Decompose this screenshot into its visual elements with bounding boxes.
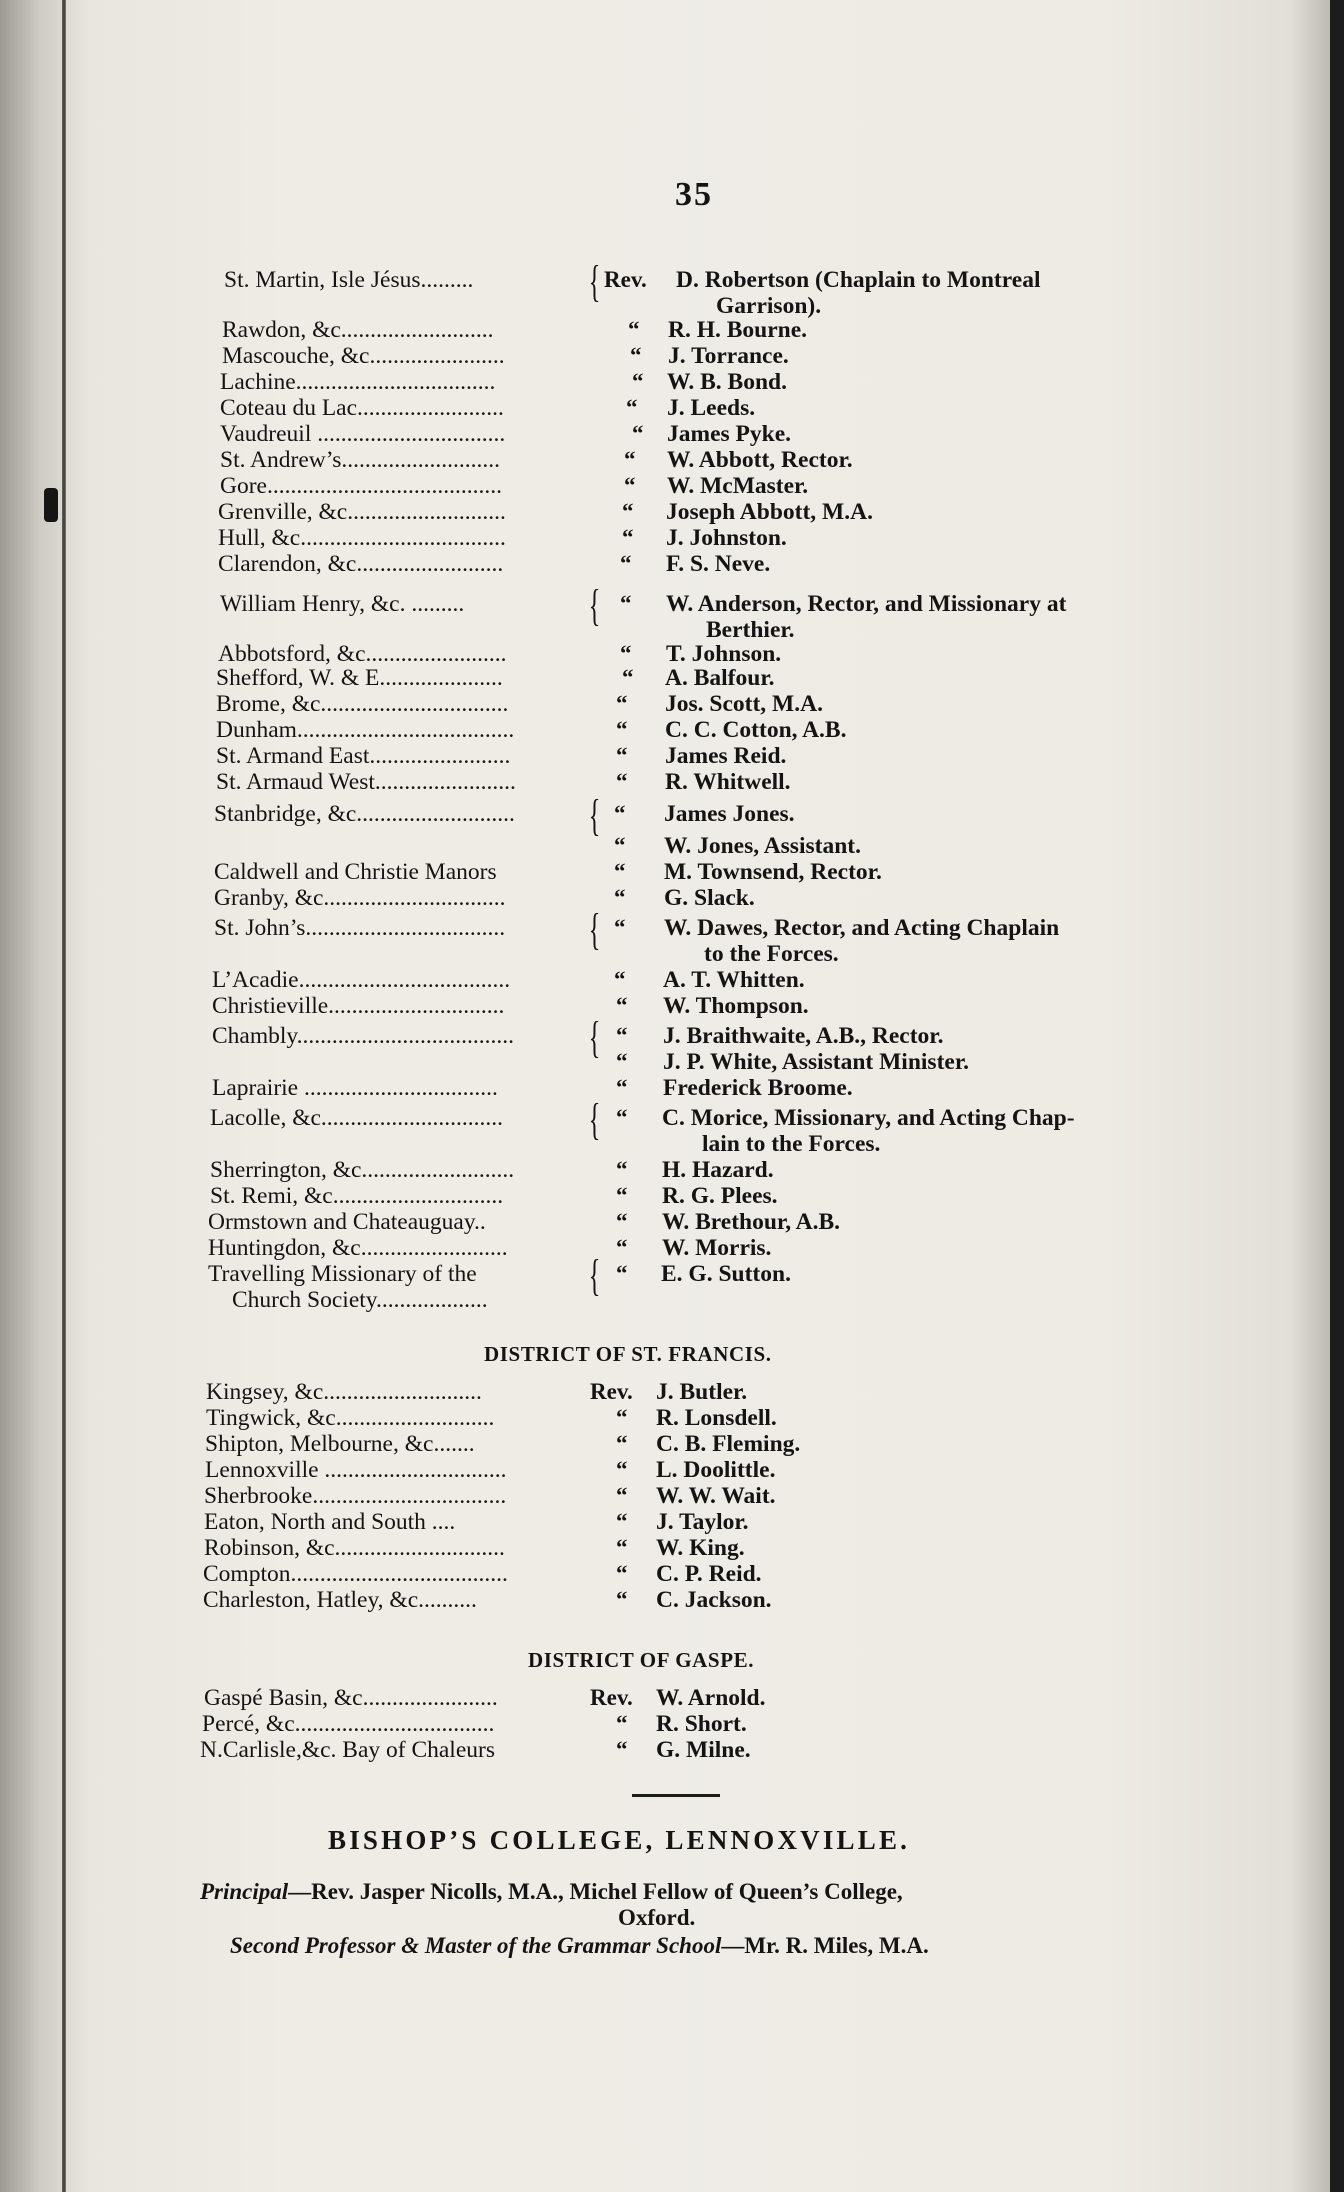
entry-name: T. Johnson. bbox=[666, 641, 782, 667]
entry-name: J. Johnston. bbox=[666, 525, 787, 551]
entry-place: St. Martin, Isle Jésus......... bbox=[224, 267, 474, 293]
entry-name: W. Jones, Assistant. bbox=[664, 833, 861, 859]
entry-name: J. Braithwaite, A.B., Rector. bbox=[663, 1023, 944, 1049]
entry-place: St. Andrew’s........................... bbox=[220, 447, 501, 473]
entry-place: Sherrington, &c.......................... bbox=[210, 1157, 515, 1183]
entry-place: L’Acadie.................................... bbox=[212, 967, 511, 993]
entry-name: W. W. Wait. bbox=[656, 1483, 776, 1509]
entry-name: Jos. Scott, M.A. bbox=[665, 691, 823, 717]
entry-name: Frederick Broome. bbox=[663, 1075, 853, 1101]
brace-mark: { bbox=[588, 905, 601, 954]
second-professor-role: Second Professor & Master of the Grammar School bbox=[230, 1933, 722, 1958]
ditto-mark: “ bbox=[616, 1561, 628, 1586]
college-title: BISHOP’S COLLEGE, LENNOXVILLE. bbox=[328, 1825, 911, 1855]
ditto-mark: “ bbox=[616, 1049, 628, 1074]
entry-name: H. Hazard. bbox=[662, 1157, 774, 1183]
entry-name: L. Doolittle. bbox=[656, 1457, 776, 1483]
brace-mark: { bbox=[588, 1013, 601, 1062]
entry-place: N.Carlisle,&c. Bay of Chaleurs bbox=[200, 1737, 495, 1763]
entry-place: Gore........................................ bbox=[220, 473, 502, 499]
entry-place: Huntingdon, &c......................... bbox=[208, 1235, 508, 1261]
entry-name: C. C. Cotton, A.B. bbox=[665, 717, 847, 743]
entry-name: F. S. Neve. bbox=[666, 551, 771, 577]
brace-mark: { bbox=[588, 1095, 601, 1144]
ditto-mark: “ bbox=[620, 641, 632, 666]
entry-name: W. Brethour, A.B. bbox=[662, 1209, 841, 1235]
second-professor-line bbox=[230, 1932, 929, 1960]
entry-name: W. Anderson, Rector, and Missionary at bbox=[666, 591, 1067, 617]
entry-place: Eaton, North and South .... bbox=[204, 1509, 456, 1535]
entry-name: D. Robertson (Chaplain to Montreal bbox=[676, 267, 1041, 293]
entry-name: J. Torrance. bbox=[668, 343, 789, 369]
entry-name: E. G. Sutton. bbox=[661, 1261, 791, 1287]
entry-place: Ormstown and Chateauguay.. bbox=[208, 1209, 486, 1235]
ditto-mark: “ bbox=[622, 525, 634, 550]
ditto-mark: “ bbox=[624, 473, 636, 498]
entry-place: Kingsey, &c........................... bbox=[206, 1379, 482, 1405]
entry-title: Rev. bbox=[604, 267, 647, 292]
entry-name: M. Townsend, Rector. bbox=[664, 859, 882, 885]
entry-place: Tingwick, &c........................... bbox=[206, 1405, 495, 1431]
ditto-mark: “ bbox=[632, 421, 644, 446]
ditto-mark: “ bbox=[616, 1405, 628, 1430]
ditto-mark: “ bbox=[616, 769, 628, 794]
entry-place: Stanbridge, &c........................... bbox=[214, 801, 515, 827]
ditto-mark: “ bbox=[616, 717, 628, 742]
principal-role: Principal bbox=[200, 1879, 289, 1904]
entry-name: James Pyke. bbox=[667, 421, 792, 447]
entry-place: Shefford, W. & E..................... bbox=[216, 665, 503, 691]
entry-place: Robinson, &c............................. bbox=[204, 1535, 505, 1561]
entry-place: William Henry, &c. ......... bbox=[220, 591, 465, 617]
entry-name: C. Morice, Missionary, and Acting Chap- bbox=[662, 1105, 1075, 1131]
entry-place: Lennoxville ............................... bbox=[205, 1457, 507, 1483]
entry-name: W. Dawes, Rector, and Acting Chaplain bbox=[664, 915, 1060, 941]
principal-line bbox=[200, 1878, 903, 1906]
entry-name: R. G. Plees. bbox=[662, 1183, 778, 1209]
entry-name: R. Whitwell. bbox=[665, 769, 791, 795]
entry-name: W. Abbott, Rector. bbox=[667, 447, 853, 473]
section-rule bbox=[632, 1794, 720, 1797]
entry-name: James Jones. bbox=[664, 801, 795, 827]
ditto-mark: “ bbox=[622, 499, 634, 524]
entry-name: A. Balfour. bbox=[665, 665, 775, 691]
brace-mark: { bbox=[588, 581, 601, 630]
entry-place: Chambly..................................... bbox=[212, 1023, 515, 1049]
ditto-mark: “ bbox=[620, 591, 632, 616]
entry-name: J. P. White, Assistant Minister. bbox=[663, 1049, 969, 1075]
entry-place: Caldwell and Christie Manors bbox=[214, 859, 497, 885]
ditto-mark: “ bbox=[616, 1737, 628, 1762]
entry-place: Clarendon, &c......................... bbox=[218, 551, 504, 577]
ditto-mark: “ bbox=[616, 993, 628, 1018]
entry-place: Granby, &c............................... bbox=[214, 885, 506, 911]
entry-place: Dunham..................................... bbox=[216, 717, 515, 743]
ditto-mark: “ bbox=[616, 1509, 628, 1534]
entry-name-cont: Garrison). bbox=[716, 293, 822, 319]
entry-place: Percé, &c.................................. bbox=[202, 1711, 495, 1737]
ditto-mark: “ bbox=[616, 1075, 628, 1100]
ditto-mark: “ bbox=[614, 859, 626, 884]
entry-name: James Reid. bbox=[665, 743, 787, 769]
entry-name: W. Thompson. bbox=[663, 993, 809, 1019]
entry-name: J. Butler. bbox=[656, 1379, 748, 1405]
ditto-mark: “ bbox=[622, 665, 634, 690]
district-st-francis-heading: DISTRICT OF ST. FRANCIS. bbox=[484, 1342, 772, 1366]
ditto-mark: “ bbox=[632, 369, 644, 394]
ditto-mark: “ bbox=[616, 1235, 628, 1260]
entry-place: Sherbrooke................................. bbox=[204, 1483, 507, 1509]
ditto-mark: “ bbox=[616, 1105, 628, 1130]
ditto-mark: “ bbox=[616, 1711, 628, 1736]
entry-place: St. Armand East........................ bbox=[216, 743, 511, 769]
entry-name: C. B. Fleming. bbox=[656, 1431, 801, 1457]
brace-mark: { bbox=[588, 791, 601, 840]
ditto-mark: “ bbox=[614, 833, 626, 858]
ditto-mark: “ bbox=[616, 1587, 628, 1612]
ditto-mark: “ bbox=[624, 447, 636, 472]
ditto-mark: “ bbox=[614, 885, 626, 910]
entry-place: Vaudreuil ................................ bbox=[220, 421, 506, 447]
entry-place: Mascouche, &c....................... bbox=[222, 343, 505, 369]
entry-place: Hull, &c................................... bbox=[218, 525, 506, 551]
ditto-mark: “ bbox=[616, 691, 628, 716]
entry-title: Rev. bbox=[590, 1379, 633, 1404]
ditto-mark: “ bbox=[616, 1183, 628, 1208]
ditto-mark: “ bbox=[630, 343, 642, 368]
entry-name: W. Morris. bbox=[662, 1235, 772, 1261]
entry-place: Gaspé Basin, &c....................... bbox=[204, 1685, 498, 1711]
entry-place: Abbotsford, &c........................ bbox=[218, 641, 507, 667]
entry-place: Travelling Missionary of the bbox=[208, 1261, 477, 1287]
entry-name: G. Milne. bbox=[656, 1737, 751, 1763]
brace-mark: { bbox=[588, 1251, 601, 1300]
entry-name: A. T. Whitten. bbox=[663, 967, 805, 993]
entry-place: Shipton, Melbourne, &c....... bbox=[205, 1431, 475, 1457]
entry-place: Compton..................................... bbox=[203, 1561, 508, 1587]
entry-name: J. Leeds. bbox=[667, 395, 756, 421]
ditto-mark: “ bbox=[614, 915, 626, 940]
principal-continuation: Oxford. bbox=[618, 1905, 696, 1930]
entry-place-cont: Church Society................... bbox=[232, 1287, 488, 1313]
entry-place: Christieville.............................. bbox=[212, 993, 505, 1019]
ditto-mark: “ bbox=[616, 1157, 628, 1182]
district-gaspe-heading: DISTRICT OF GASPE. bbox=[528, 1648, 755, 1672]
entry-place: St. Remi, &c............................. bbox=[210, 1183, 504, 1209]
entry-name: C. P. Reid. bbox=[656, 1561, 762, 1587]
entry-place: St. Armaud West........................ bbox=[216, 769, 516, 795]
entry-name: W. McMaster. bbox=[667, 473, 809, 499]
entry-name-cont: Berthier. bbox=[706, 617, 795, 643]
ditto-mark: “ bbox=[616, 1023, 628, 1048]
entry-name-cont: lain to the Forces. bbox=[702, 1131, 881, 1157]
second-professor-text: —Mr. R. Miles, M.A. bbox=[721, 1933, 929, 1958]
ditto-mark: “ bbox=[620, 551, 632, 576]
entry-name: W. B. Bond. bbox=[667, 369, 787, 395]
ditto-mark: “ bbox=[614, 967, 626, 992]
entry-name: R. H. Bourne. bbox=[668, 317, 808, 343]
entry-title: Rev. bbox=[590, 1685, 633, 1710]
entry-place: Lachine.................................. bbox=[220, 369, 496, 395]
ditto-mark: “ bbox=[616, 1535, 628, 1560]
entry-name: W. King. bbox=[656, 1535, 745, 1561]
ditto-mark: “ bbox=[628, 317, 640, 342]
ditto-mark: “ bbox=[626, 395, 638, 420]
entry-place: Rawdon, &c.......................... bbox=[222, 317, 494, 343]
entry-name: R. Lonsdell. bbox=[656, 1405, 777, 1431]
entry-place: Grenville, &c........................... bbox=[218, 499, 506, 525]
page-number: 35 bbox=[675, 176, 713, 213]
ditto-mark: “ bbox=[616, 743, 628, 768]
principal-text: —Rev. Jasper Nicolls, M.A., Michel Fellow of Queen’s College, bbox=[288, 1879, 903, 1904]
ditto-mark: “ bbox=[616, 1457, 628, 1482]
entry-name: W. Arnold. bbox=[656, 1685, 766, 1711]
entry-name: J. Taylor. bbox=[656, 1509, 749, 1535]
entry-place: Coteau du Lac......................... bbox=[220, 395, 504, 421]
ditto-mark: “ bbox=[616, 1209, 628, 1234]
entry-name: G. Slack. bbox=[664, 885, 755, 911]
entry-name: R. Short. bbox=[656, 1711, 747, 1737]
entry-name-cont: to the Forces. bbox=[704, 941, 839, 967]
entry-place: Laprairie ................................. bbox=[212, 1075, 498, 1101]
entry-name: C. Jackson. bbox=[656, 1587, 772, 1613]
entry-place: Charleston, Hatley, &c.......... bbox=[203, 1587, 477, 1613]
ditto-mark: “ bbox=[614, 801, 626, 826]
entry-place: St. John’s.................................. bbox=[214, 915, 506, 941]
entry-place: Brome, &c................................ bbox=[216, 691, 509, 717]
ditto-mark: “ bbox=[616, 1431, 628, 1456]
ditto-mark: “ bbox=[616, 1483, 628, 1508]
entry-place: Lacolle, &c............................... bbox=[210, 1105, 504, 1131]
brace-mark: { bbox=[588, 257, 601, 306]
entry-name: Joseph Abbott, M.A. bbox=[666, 499, 873, 525]
ditto-mark: “ bbox=[616, 1261, 628, 1286]
